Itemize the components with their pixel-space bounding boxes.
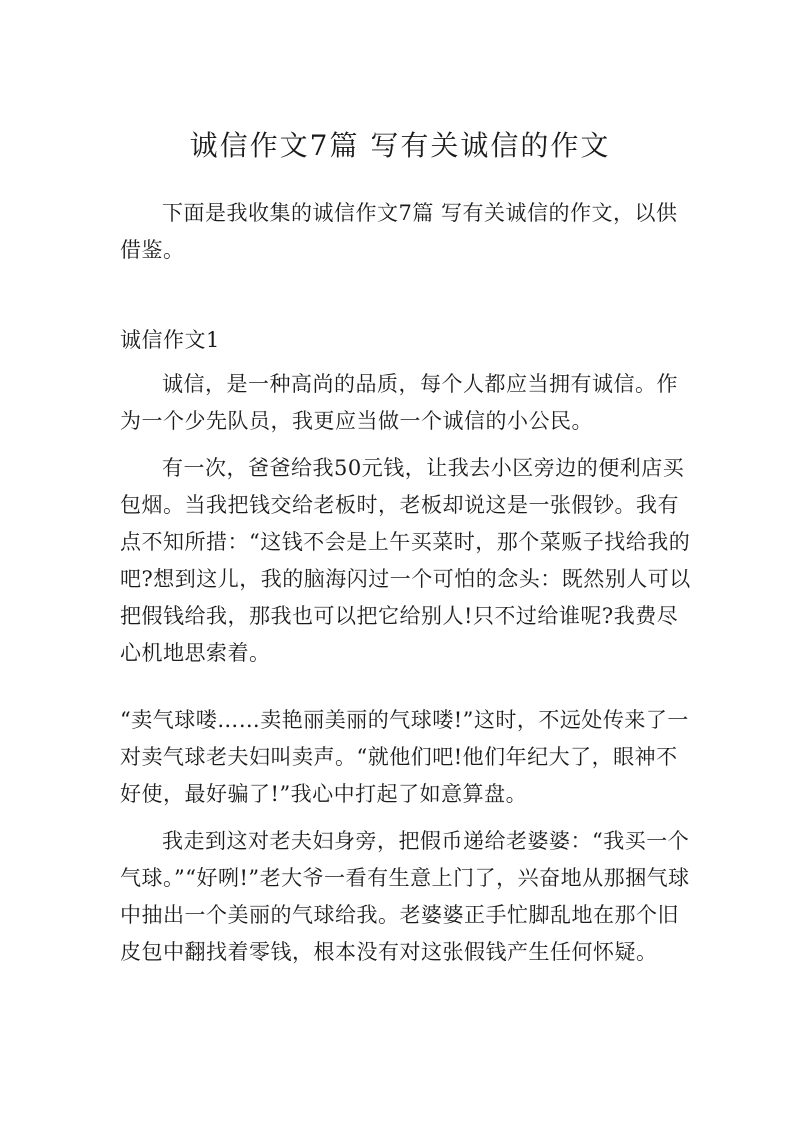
body-paragraph: 有一次，爸爸给我50元钱，让我去小区旁边的便利店买包烟。当我把钱交给老板时，老板却说这是一张假钞。我有点不知所措：“这钱不会是上午买菜时，那个菜贩子找给我的吧?想到这儿，我的脑海闪过一个可怕的念头：既然别人可以把假钱给我，那我也可以把它给别人!只不过给谁呢?我费尽心机地思索着。	[120, 456, 691, 665]
document-title: 诚信作文7篇 写有关诚信的作文	[189, 129, 611, 162]
body-paragraph: 诚信，是一种高尚的品质，每个人都应当拥有诚信。作为一个少先队员，我更应当做一个诚信的小公民。	[120, 372, 678, 433]
body-paragraph: “卖气球喽……卖艳丽美丽的气球喽!”这时，不远处传来了一对卖气球老夫妇叫卖声。“就他们吧!他们年纪大了，眼神不好使，最好骗了!”我心中打起了如意算盘。	[120, 708, 689, 806]
body-paragraph: 我走到这对老夫妇身旁，把假币递给老婆婆：“我买一个气球。”“好咧!”老大爷一看有生意上门了，兴奋地从那捆气球中抽出一个美丽的气球给我。老婆婆正手忙脚乱地在那个旧皮包中翻找着零钱，根本没有对这张假钱产生任何怀疑。	[120, 829, 690, 964]
section-heading: 诚信作文1	[120, 328, 220, 352]
intro-paragraph: 下面是我收集的诚信作文7篇 写有关诚信的作文，以供借鉴。	[120, 201, 678, 262]
